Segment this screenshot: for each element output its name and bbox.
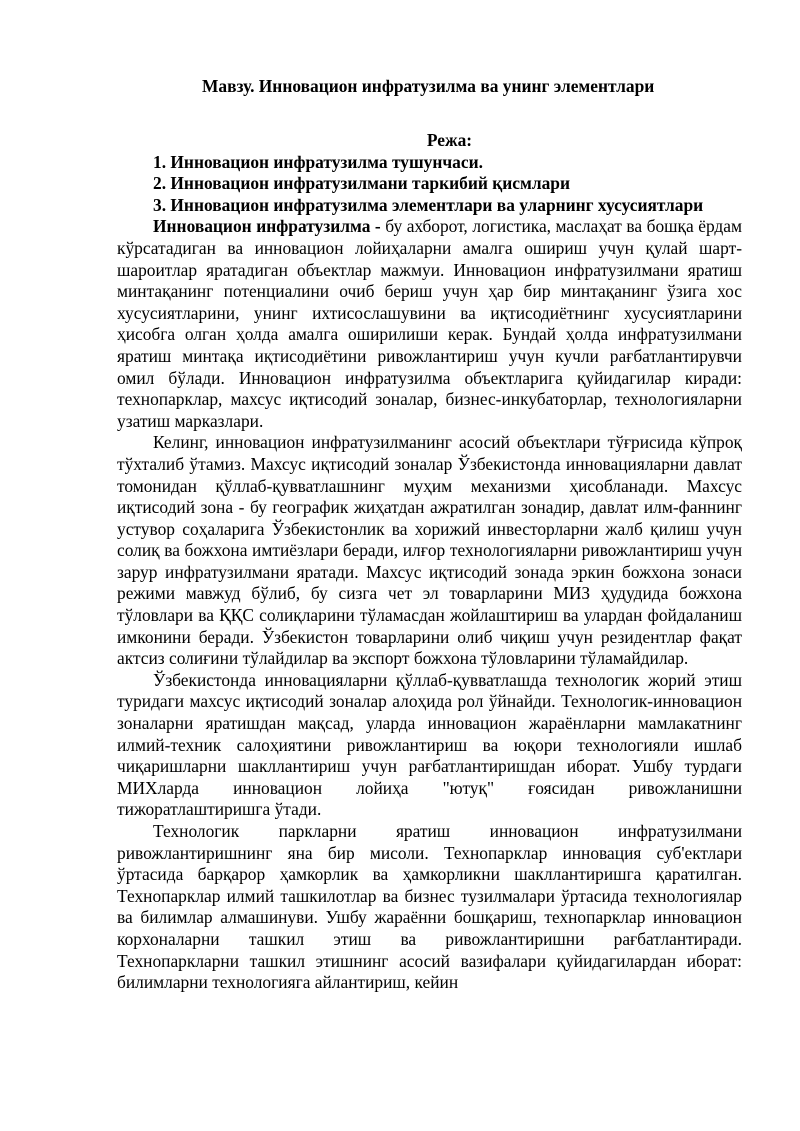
document-body [117, 76, 742, 994]
plan-heading: Режа: [426, 130, 473, 150]
body-paragraph [117, 432, 742, 670]
paragraph-text: Келинг, инновацион инфратузилманинг асосий объектлари тўғрисида кўпроқ тўхталиб ўтамиз. Махсус иқтисодий зоналар Ўзбекистонда инновацияларни давлат томонидан қўллаб-қувватлашнинг муҳим механизми ҳисобланади. Махсус иқтисодий зона - бу географик жиҳатдан ажратилган зонадир, давлат илм-фаннинг устувор соҳаларига Ўзбекистонлик ва хорижий инвесторларни жалб қилиш учун солиқ ва божхона имтиёзлари беради, илғор технологияларни ривожлантириш учун зарур инфратузилмани яратади. Махсус иқтисодий зонада эркин божхона зонаси режими мавжуд бўлиб, бу сизга чет эл товарларини МИЗ ҳудудида божхона тўловлари ва ҚҚС солиқларини тўламасдан жойлаштириш ва улардан фойдаланиш имконини беради. Ўзбекистон товарларини олиб чиқиш учун резидентлар фақат актсиз солиғини тўлайдилар ва экспорт божхона тўловларини тўламайдилар. [117, 432, 742, 669]
paragraph-text: Технологик паркларни яратиш инновацион инфратузилмани ривожлантиришнинг яна бир мисоли. Технопарклар инновация суб'ектлари ўртасида барқарор ҳамкорлик ва ҳамкорликни шакллантиришга қаратилган. Технопарклар илмий ташкилотлар ва бизнес тузилмалари ўртасида технологиялар ва билимлар алмашинуви. Ушбу жараённи бошқариш, технопарклар инновацион корхоналарни ташкил этиш ва ривожлантиришни рағбатлантиради. Технопаркларни ташкил этишнинг асосий вазифалари қуйидагилардан иборат: билимларни технологияга айлантириш, кейин [117, 821, 742, 993]
plan-item: 3. Инновацион инфратузилма элементлари ва уларнинг хусусиятлари [153, 194, 704, 215]
paragraph-text: Ўзбекистонда инновацияларни қўллаб-қувватлашда технологик жорий этиш туридаги махсус иқтисодий зоналар алоҳида рол ўйнайди. Технологик-инновацион зоналарни яратишдан мақсад, уларда инновацион жараёнларни мамлакатнинг илмий-техник салоҳиятини ривожлантириш ва юқори технологияли ишлаб чиқаришларни шакллантириш учун рағбатлантиришдан иборат. Ушбу турдаги МИХларда инновацион лойиҳа "ютуқ" ғоясидан ривожланишни тижоратлаштиришга ўтади. [117, 669, 742, 820]
plan-item: 2. Инновацион инфратузилмани таркибий қисмлари [153, 173, 570, 194]
body-paragraph [117, 821, 742, 994]
paragraph-text: бу ахборот, логистика, маслаҳат ва бошқа ёрдам кўрсатадиган ва инновацион лойиҳаларни амалга ошириш учун қулай шарт-шароитлар яратадиган объектлар мажмуи. Инновацион инфратузилмани яратиш минтақанинг потенциалини очиб бериш учун ҳар бир минтақанинг ўзига хос хусусиятларини, унинг ихтисослашувини ва иқтисодиётнинг хусусиятларини ҳисобга олган ҳолда амалга оширилиши керак. Бундай ҳолда инфратузилмани яратиш минтақа иқтисодиётини ривожлантириш учун кучли рағбатлантирувчи омил бўлади. Инновацион инфратузилма объектларига қуйидагилар киради: технопарклар, махсус иқтисодий зоналар, бизнес-инкубаторлар, технологияларни узатиш марказлари. [117, 216, 743, 431]
body-paragraph [117, 216, 742, 432]
plan-item: 1. Инновацион инфратузилма тушунчаси. [153, 151, 483, 172]
document-title: Мавзу. Инновацион инфратузилма ва унинг элементлари [202, 76, 655, 96]
body-paragraph [117, 670, 742, 821]
term-lead: Инновацион инфратузилма - [153, 216, 381, 237]
